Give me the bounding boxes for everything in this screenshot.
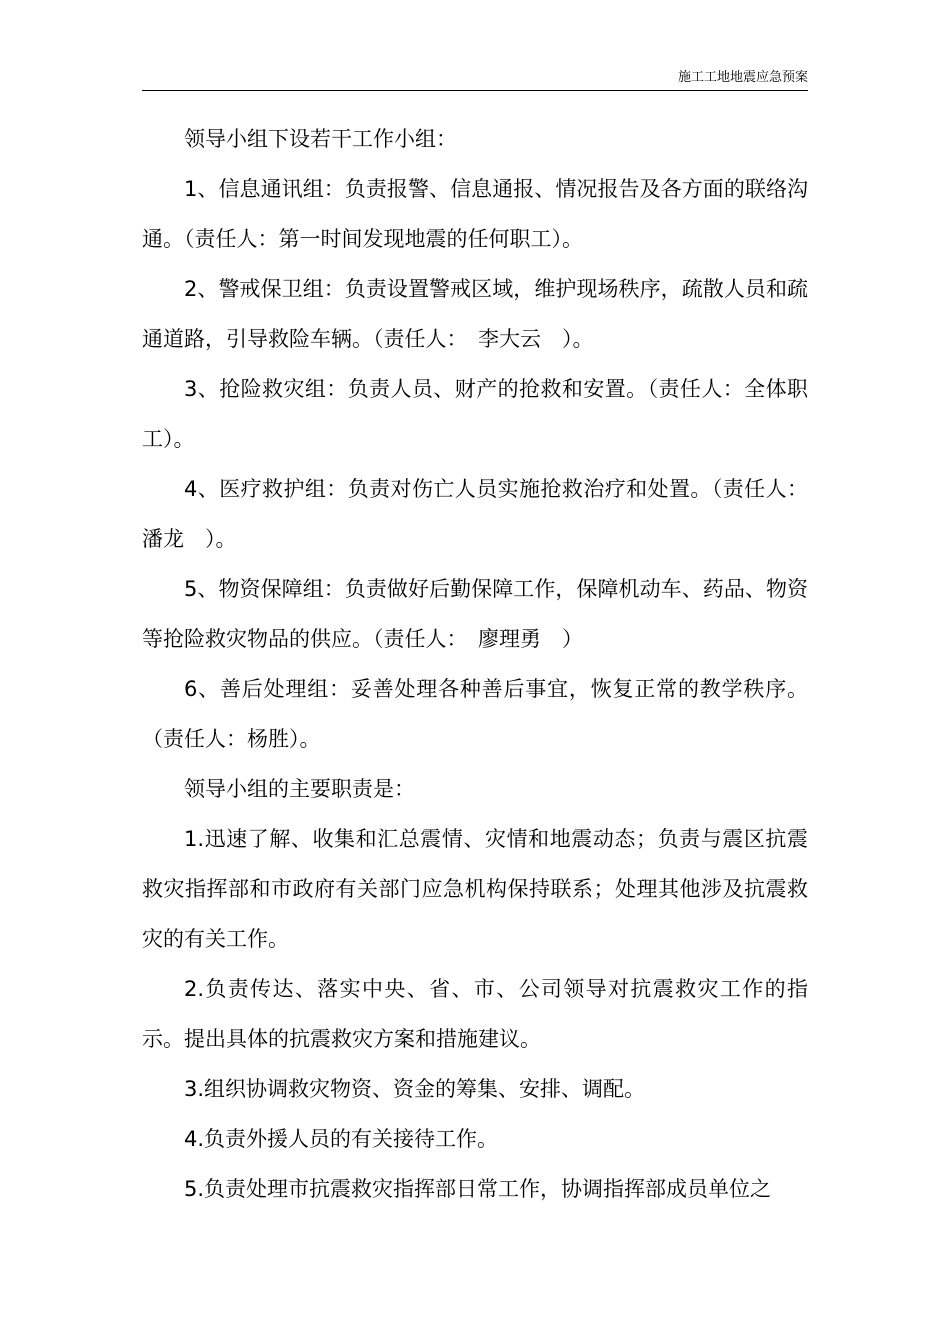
paragraph-duty-5: 5.负责处理市抗震救灾指挥部日常工作，协调指挥部成员单位之: [184, 1177, 772, 1201]
paragraph-group-6: 6、善后处理组：妥善处理各种善后事宜，恢复正常的教学秩序。（责任人：杨胜）。: [142, 677, 808, 751]
paragraph-group-2: 2、警戒保卫组：负责设置警戒区域，维护现场秩序，疏散人员和疏通道路，引导救险车辆。（责任人： 李大云 ）。: [142, 277, 808, 351]
paragraph-group-5: 5、物资保障组：负责做好后勤保障工作，保障机动车、药品、物资等抢险救灾物品的供应。（责任人： 廖理勇 ）: [142, 577, 808, 651]
header-title: 施工工地地震应急预案: [677, 70, 808, 85]
paragraph-duty-4: 4.负责外援人员的有关接待工作。: [184, 1127, 499, 1151]
paragraph-duty-2: 2.负责传达、落实中央、省、市、公司领导对抗震救灾工作的指示。提出具体的抗震救灾方案和措施建议。: [142, 977, 808, 1051]
paragraph-intro-groups: 领导小组下设若干工作小组：: [184, 127, 457, 151]
running-header: [142, 68, 808, 91]
paragraph-group-1: 1、信息通讯组：负责报警、信息通报、情况报告及各方面的联络沟通。（责任人：第一时间发现地震的任何职工）。: [142, 177, 808, 251]
paragraph-duty-1: 1.迅速了解、收集和汇总震情、灾情和地震动态；负责与震区抗震救灾指挥部和市政府有关部门应急机构保持联系；处理其他涉及抗震救灾的有关工作。: [142, 827, 808, 951]
paragraph-group-4: 4、医疗救护组：负责对伤亡人员实施抢救治疗和处置。（责任人：潘龙 ）。: [142, 477, 808, 551]
paragraph-duty-3: 3.组织协调救灾物资、资金的筹集、安排、调配。: [184, 1077, 646, 1101]
paragraph-group-3: 3、抢险救灾组：负责人员、财产的抢救和安置。（责任人：全体职工）。: [142, 377, 808, 451]
document-body: [142, 114, 808, 1214]
paragraph-intro-duties: 领导小组的主要职责是：: [184, 777, 415, 801]
